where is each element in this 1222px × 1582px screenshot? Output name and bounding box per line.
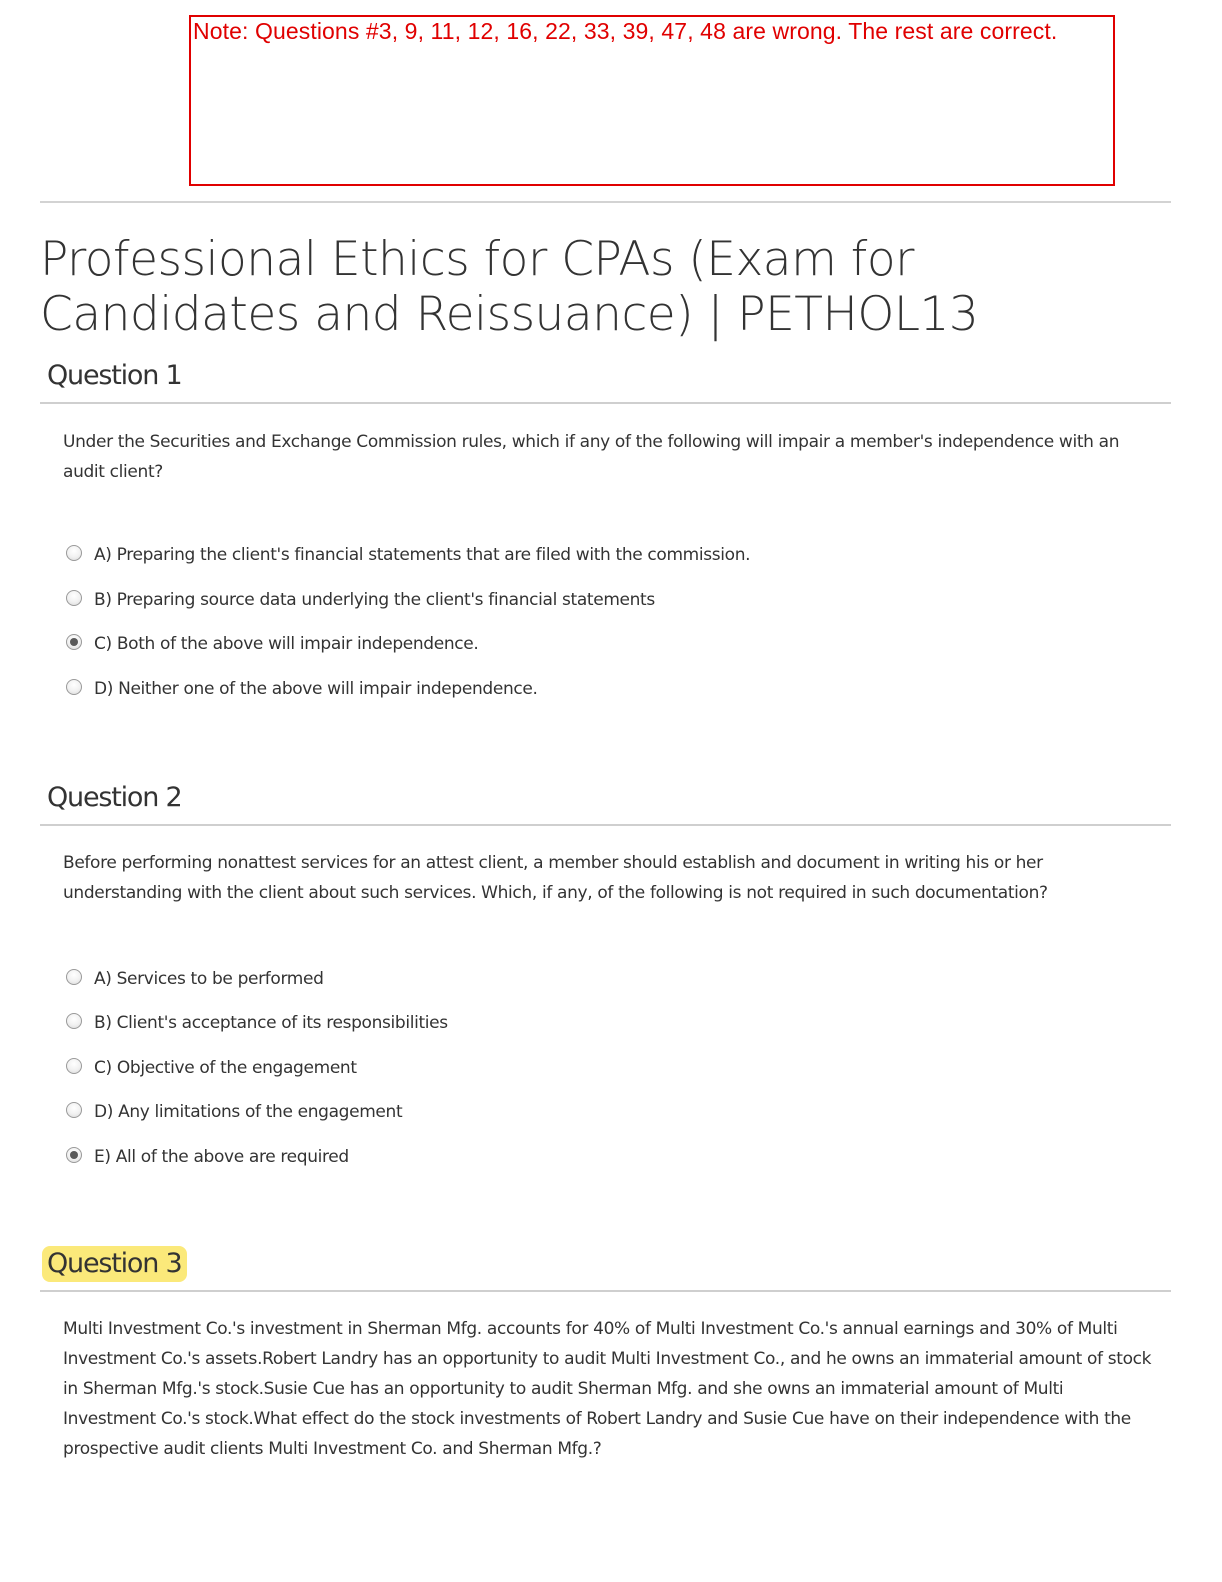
question-text: Before performing nonattest services for an attest client, a member should establish and document in writing his or her understanding with the client about such services. Which, if any, of the following is not required in such documentation? [63, 853, 1048, 903]
question-3 [40, 1246, 1171, 1459]
question-heading: Question 3 [42, 1246, 187, 1282]
option-label: D) Neither one of the above will impair independence. [94, 679, 538, 699]
note-box [189, 15, 1115, 186]
option-b[interactable] [66, 585, 655, 615]
question-1 [40, 358, 1171, 699]
question-text: Under the Securities and Exchange Commission rules, which if any of the following will impair a member's independence with an audit client? [63, 432, 1120, 482]
question-heading: Question 2 [47, 782, 182, 813]
option-c[interactable] [66, 1053, 357, 1083]
option-label: B) Preparing source data underlying the client's financial statements [94, 590, 655, 610]
radio-checked-icon[interactable] [66, 1147, 82, 1163]
question-2 [40, 780, 1171, 1167]
radio-checked-icon[interactable] [66, 634, 82, 650]
option-label: E) All of the above are required [94, 1147, 349, 1167]
option-label: A) Preparing the client's financial statements that are filed with the commission. [94, 545, 751, 565]
question-heading-row [40, 780, 1171, 826]
radio-unchecked-icon[interactable] [66, 1013, 82, 1029]
note-text: Note: Questions #3, 9, 11, 12, 16, 22, 33, 39, 47, 48 are wrong. The rest are correct. [193, 18, 1058, 44]
option-label: D) Any limitations of the engagement [94, 1102, 403, 1122]
radio-unchecked-icon[interactable] [66, 590, 82, 606]
option-e[interactable] [66, 1142, 349, 1172]
option-label: C) Objective of the engagement [94, 1058, 357, 1078]
option-label: C) Both of the above will impair independence. [94, 634, 479, 654]
radio-unchecked-icon[interactable] [66, 969, 82, 985]
option-b[interactable] [66, 1008, 448, 1038]
question-heading-row [40, 1246, 1171, 1292]
option-d[interactable] [66, 674, 538, 704]
option-a[interactable] [66, 964, 324, 994]
option-label: A) Services to be performed [94, 969, 324, 989]
question-heading: Question 1 [47, 360, 182, 391]
question-text: Multi Investment Co.'s investment in Sherman Mfg. accounts for 40% of Multi Investment Co.'s annual earnings and 30% of Multi Investment Co.'s assets.Robert Landry has an opportunity to audit Multi Investment Co., and he owns an immaterial amount of stock in Sherman Mfg.'s stock.Susie Cue has an opportunity to audit Sherman Mfg. and she owns an immaterial amount of Multi Investment Co.'s stock.What effect do the stock investments of Robert Landry and Susie Cue have on their independence with the prospective audit clients Multi Investment Co. and Sherman Mfg.? [63, 1319, 1152, 1459]
radio-unchecked-icon[interactable] [66, 1058, 82, 1074]
radio-unchecked-icon[interactable] [66, 679, 82, 695]
option-c[interactable] [66, 629, 478, 659]
question-heading-row [40, 358, 1171, 404]
radio-unchecked-icon[interactable] [66, 1102, 82, 1118]
option-d[interactable] [66, 1097, 402, 1127]
page-title: Professional Ethics for CPAs (Exam for Candidates and Reissuance) | PETHOL13 [40, 232, 979, 342]
option-a[interactable] [66, 540, 750, 570]
radio-unchecked-icon[interactable] [66, 545, 82, 561]
option-label: B) Client's acceptance of its responsibilities [94, 1013, 448, 1033]
top-divider [40, 201, 1171, 203]
